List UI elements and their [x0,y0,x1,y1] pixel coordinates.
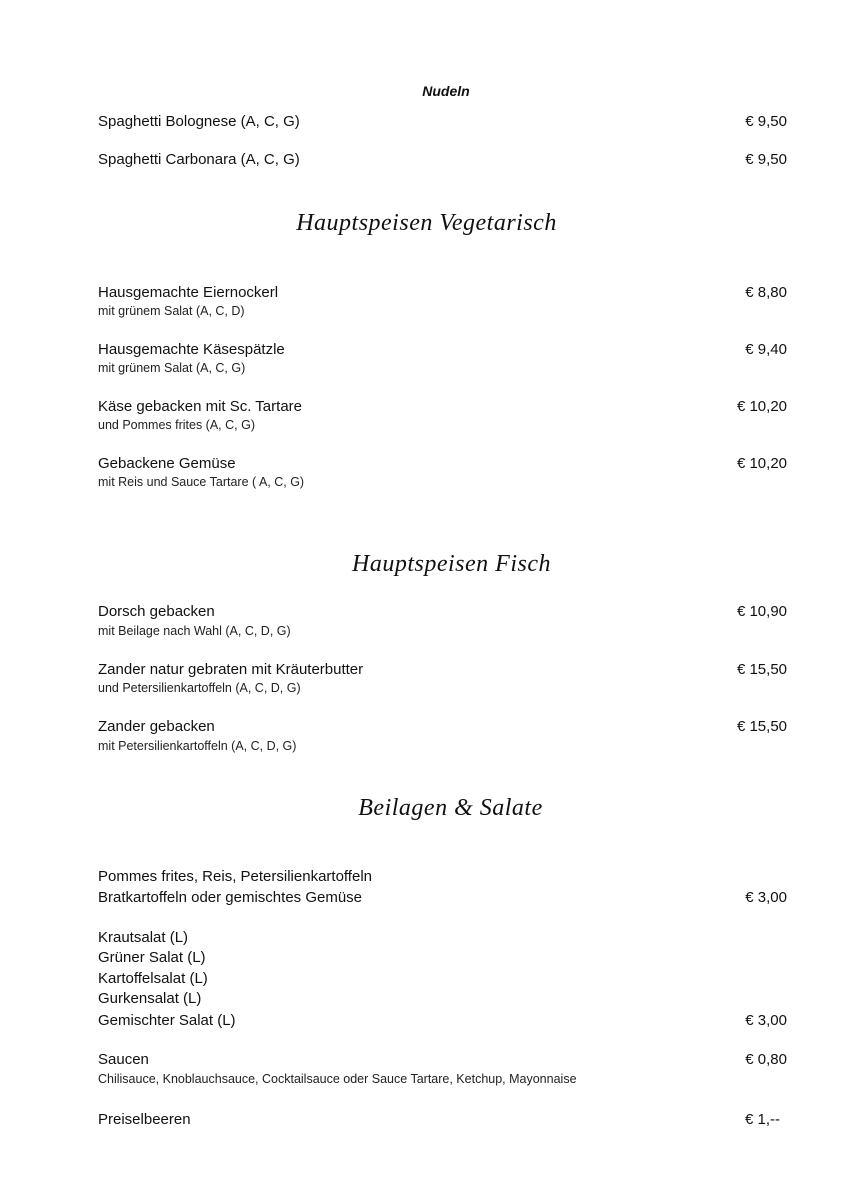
menu-item-price: € 9,40 [745,341,787,358]
menu-item-price: € 10,20 [736,398,787,415]
salad-line: Kartoffelsalat (L) [98,970,208,987]
salads-price: € 3,00 [745,1012,787,1029]
salad-line: Gemischter Salat (L) [98,1012,236,1029]
menu-item-name: Hausgemachte Käsespätzle [98,341,285,358]
section-heading-nudeln: Nudeln [422,83,470,99]
sauces-price: € 0,80 [745,1051,787,1068]
menu-item-name: Zander natur gebraten mit Kräuterbutter [98,661,364,678]
menu-item-name: Dorsch gebacken [98,603,215,620]
sauces-name: Saucen [98,1051,149,1068]
menu-item-desc: mit Reis und Sauce Tartare ( A, C, G) [98,475,305,489]
salad-line: Gurkensalat (L) [98,990,202,1007]
menu-item-desc: mit Petersilienkartoffeln (A, C, D, G) [98,739,297,753]
menu-item-desc: und Pommes frites (A, C, G) [98,418,255,432]
section-heading-beilagen: Beilagen & Salate [358,795,543,821]
salad-line: Krautsalat (L) [98,929,189,946]
sauces-desc: Chilisauce, Knoblauchsauce, Cocktailsauce oder Sauce Tartare, Ketchup, Mayonnaise [98,1072,577,1086]
menu-item-name: Hausgemachte Eiernockerl [98,284,279,301]
menu-item-price: € 15,50 [736,661,787,678]
preiselbeeren-name: Preiselbeeren [98,1111,191,1128]
menu-item-name: Gebackene Gemüse [98,455,236,472]
menu-item-desc: mit grünem Salat (A, C, D) [98,304,245,318]
menu-item-desc: mit grünem Salat (A, C, G) [98,361,246,375]
menu-item-desc: mit Beilage nach Wahl (A, C, D, G) [98,624,291,638]
menu-item-desc: und Petersilienkartoffeln (A, C, D, G) [98,681,301,695]
menu-item-name: Spaghetti Bolognese (A, C, G) [98,113,300,130]
section-heading-vegetarisch: Hauptspeisen Vegetarisch [296,210,557,236]
menu-item-price: € 10,20 [736,455,787,472]
preiselbeeren-price: € 1,-- [744,1111,780,1128]
menu-item-name: Spaghetti Carbonara (A, C, G) [98,151,300,168]
menu-item-price: € 9,50 [745,151,787,168]
menu-item-price: € 8,80 [745,284,787,301]
sides-line: Bratkartoffeln oder gemischtes Gemüse [98,889,363,906]
sides-price: € 3,00 [745,889,787,906]
menu-item-price: € 10,90 [736,603,787,620]
menu-item-name: Käse gebacken mit Sc. Tartare [98,398,302,415]
menu-item-price: € 9,50 [745,113,787,130]
sides-line: Pommes frites, Reis, Petersilienkartoffeln [98,868,372,885]
menu-item-name: Zander gebacken [98,718,215,735]
section-heading-fisch: Hauptspeisen Fisch [352,551,551,577]
menu-item-price: € 15,50 [736,718,787,735]
salad-line: Grüner Salat (L) [98,949,206,966]
